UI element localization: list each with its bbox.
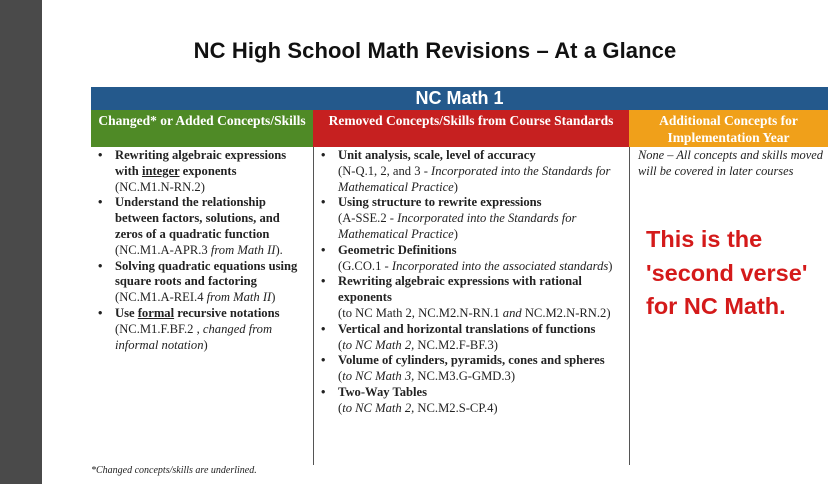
course-banner: NC Math 1 xyxy=(91,87,828,110)
document-page xyxy=(42,0,828,484)
list-item: • Rewriting algebraic expressions with integer exponents (NC.M1.N-RN.2) xyxy=(95,148,309,195)
list-item: • Two-Way Tables (to NC Math 2, NC.M2.S-CP.4) xyxy=(318,385,626,417)
list-item: • Unit analysis, scale, level of accuracy (N-Q.1, 2, and 3 - Incorporated into the Standards for Mathematical Practice) xyxy=(318,148,626,195)
column-divider xyxy=(313,147,314,465)
list-item: • Geometric Definitions (G.CO.1 - Incorporated into the associated standards) xyxy=(318,243,626,275)
list-item: • Understand the relationship between factors, solutions, and zeros of a quadratic function (NC.M1.A-APR.3 from Math II). xyxy=(95,195,309,258)
list-item: • Using structure to rewrite expressions (A-SSE.2 - Incorporated into the Standards for Mathematical Practice) xyxy=(318,195,626,242)
column-divider xyxy=(629,147,630,465)
list-item: • Rewriting algebraic expressions with rational exponents (to NC Math 2, NC.M2.N-RN.1 and NC.M2.N-RN.2) xyxy=(318,274,626,321)
header-changed: Changed* or Added Concepts/Skills xyxy=(91,110,313,147)
header-additional: Additional Concepts for Implementation Year xyxy=(629,110,828,147)
list-item: • Use formal recursive notations (NC.M1.F.BF.2 , changed from informal notation) xyxy=(95,306,309,353)
page-title: NC High School Math Revisions – At a Glance xyxy=(193,38,677,63)
list-item: • Solving quadratic equations using square roots and factoring (NC.M1.A-REI.4 from Math II) xyxy=(95,259,309,306)
changed-column xyxy=(95,148,309,353)
list-item: • Vertical and horizontal translations of functions (to NC Math 2, NC.M2.F-BF.3) xyxy=(318,322,626,354)
header-removed: Removed Concepts/Skills from Course Standards xyxy=(313,110,629,147)
additional-column: None – All concepts and skills moved will be covered in later courses xyxy=(638,148,823,178)
viewer-gutter xyxy=(0,0,42,484)
footnote: *Changed concepts/skills are underlined. xyxy=(91,465,257,476)
list-item: • Volume of cylinders, pyramids, cones and spheres (to NC Math 3, NC.M3.G-GMD.3) xyxy=(318,353,626,385)
removed-column xyxy=(318,148,626,417)
annotation-callout: This is the 'second verse' for NC Math. xyxy=(646,226,808,319)
